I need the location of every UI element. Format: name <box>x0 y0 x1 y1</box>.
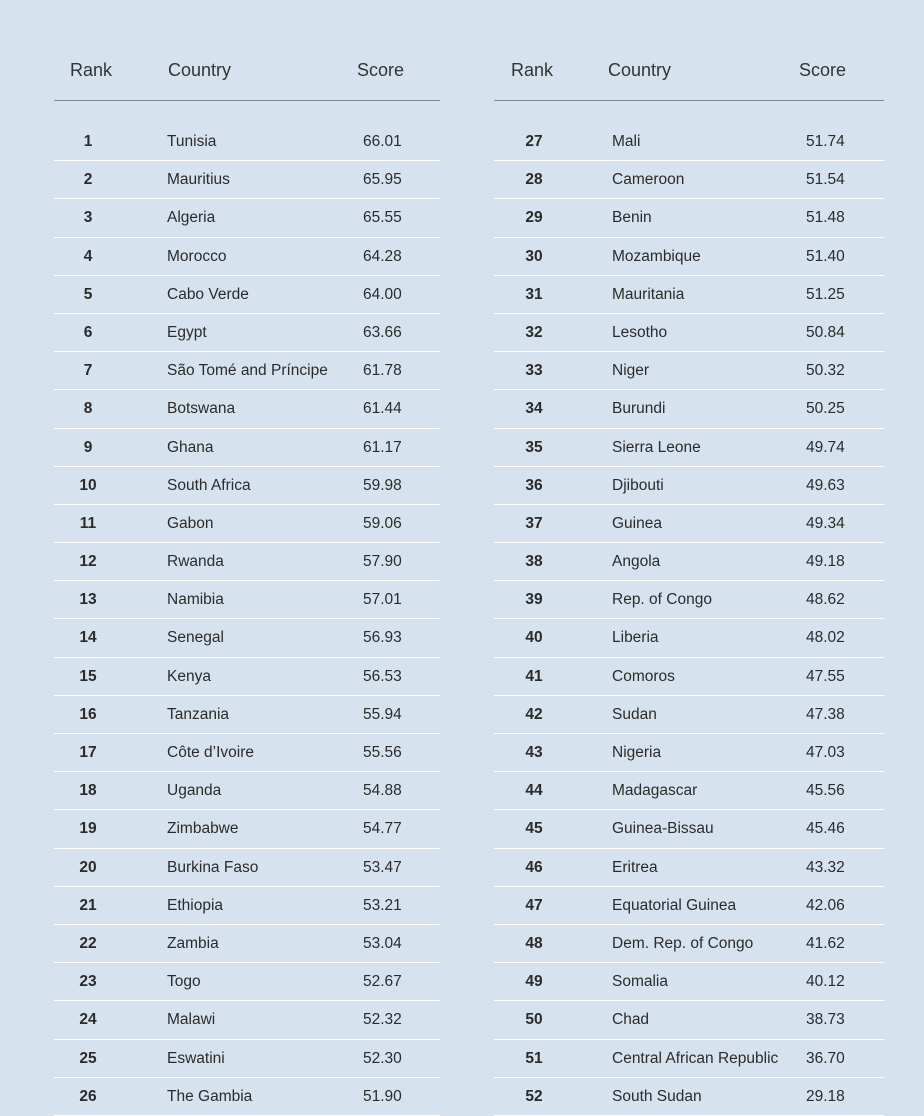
rank-cell: 49 <box>525 973 543 991</box>
score-cell: 51.48 <box>806 209 845 227</box>
rank-cell: 15 <box>79 667 97 685</box>
country-cell: Tanzania <box>167 705 230 723</box>
table-row <box>54 505 440 543</box>
rank-cell: 2 <box>83 171 93 189</box>
score-cell: 49.74 <box>806 438 845 456</box>
table-row <box>494 123 884 161</box>
score-cell: 52.67 <box>363 973 402 991</box>
table-row <box>54 238 440 276</box>
rank-cell: 29 <box>525 209 543 227</box>
rank-cell: 4 <box>83 247 93 265</box>
rank-cell: 42 <box>525 705 543 723</box>
country-cell: Uganda <box>167 782 222 800</box>
table-row <box>54 1001 440 1039</box>
score-cell: 53.21 <box>363 896 402 914</box>
country-cell: Chad <box>612 1011 650 1029</box>
table-row <box>494 238 884 276</box>
rank-cell: 16 <box>79 705 97 723</box>
score-cell: 48.62 <box>806 591 845 609</box>
score-cell: 54.88 <box>363 782 402 800</box>
rank-cell: 24 <box>79 1011 97 1029</box>
rank-cell: 3 <box>83 209 93 227</box>
country-cell: Comoros <box>612 667 675 685</box>
country-cell: Sierra Leone <box>612 438 701 456</box>
rank-cell: 1 <box>83 133 93 150</box>
score-cell: 57.90 <box>363 553 402 571</box>
score-cell: 45.46 <box>806 820 845 838</box>
table-row <box>54 352 440 390</box>
score-cell: 49.18 <box>806 553 845 571</box>
rank-cell: 17 <box>79 744 97 761</box>
header-rank: Rank <box>70 60 113 80</box>
score-cell: 53.04 <box>363 934 402 952</box>
rank-cell: 18 <box>79 782 97 800</box>
score-cell: 59.98 <box>363 476 402 494</box>
table-row <box>494 887 884 925</box>
score-cell: 29.18 <box>806 1087 845 1105</box>
score-cell: 36.70 <box>806 1049 845 1067</box>
score-cell: 61.17 <box>363 438 402 456</box>
rank-cell: 35 <box>525 438 543 456</box>
score-cell: 49.34 <box>806 514 845 532</box>
country-cell: Eswatini <box>167 1049 225 1067</box>
country-cell: South Sudan <box>612 1087 702 1105</box>
score-cell: 56.93 <box>363 629 402 647</box>
rank-cell: 8 <box>83 400 93 418</box>
score-cell: 47.55 <box>806 667 845 685</box>
table-row <box>494 314 884 352</box>
country-cell: Benin <box>612 209 652 227</box>
table-row <box>494 963 884 1001</box>
table-row <box>54 925 440 963</box>
country-cell: Ethiopia <box>167 896 224 914</box>
table-row <box>494 543 884 581</box>
table-row <box>54 963 440 1001</box>
score-cell: 49.63 <box>806 476 845 494</box>
country-cell: Cameroon <box>612 171 685 189</box>
rank-cell: 44 <box>525 782 543 800</box>
country-cell: Mauritius <box>167 171 230 189</box>
rank-cell: 11 <box>79 514 97 532</box>
table-row <box>494 161 884 199</box>
rank-cell: 37 <box>525 514 543 532</box>
table-row <box>494 1078 884 1116</box>
rank-cell: 39 <box>525 591 543 609</box>
country-cell: Guinea-Bissau <box>612 820 714 838</box>
country-cell: Equatorial Guinea <box>612 896 737 914</box>
country-cell: Algeria <box>167 209 216 227</box>
country-cell: Malawi <box>167 1011 216 1029</box>
country-cell: Côte d’Ivoire <box>167 744 255 761</box>
country-cell: Mauritania <box>612 285 685 303</box>
rank-cell: 21 <box>79 896 97 914</box>
rank-cell: 40 <box>525 629 543 647</box>
table-header-left <box>54 60 440 84</box>
table-row <box>494 734 884 772</box>
country-cell: Guinea <box>612 514 662 532</box>
country-cell: Dem. Rep. of Congo <box>612 934 754 952</box>
table-row <box>54 199 440 237</box>
rank-cell: 26 <box>79 1087 97 1105</box>
table-row <box>494 1001 884 1039</box>
header-country: Country <box>608 60 672 80</box>
country-cell: Togo <box>167 973 201 991</box>
table-row <box>54 161 440 199</box>
country-cell: Nigeria <box>612 744 662 761</box>
rank-cell: 12 <box>79 553 97 571</box>
score-cell: 41.62 <box>806 934 845 952</box>
rank-cell: 41 <box>525 667 543 685</box>
country-cell: Madagascar <box>612 782 698 800</box>
header-country: Country <box>168 60 232 80</box>
table-header-right <box>494 60 884 84</box>
table-row <box>54 467 440 505</box>
table-row <box>494 429 884 467</box>
table-row <box>54 849 440 887</box>
country-cell: Zambia <box>167 934 219 952</box>
table-row <box>54 887 440 925</box>
score-cell: 57.01 <box>363 591 402 609</box>
score-cell: 64.28 <box>363 247 402 265</box>
score-cell: 50.32 <box>806 362 845 380</box>
table-row <box>494 772 884 810</box>
table-row <box>54 429 440 467</box>
rank-cell: 9 <box>83 438 93 456</box>
country-cell: Morocco <box>167 247 227 265</box>
country-cell: Zimbabwe <box>167 820 239 838</box>
country-cell: Djibouti <box>612 476 664 494</box>
score-cell: 54.77 <box>363 820 402 838</box>
score-cell: 51.54 <box>806 171 845 189</box>
score-cell: 66.01 <box>363 133 402 150</box>
country-cell: Senegal <box>167 629 224 647</box>
score-cell: 63.66 <box>363 323 402 341</box>
score-cell: 48.02 <box>806 629 845 647</box>
score-cell: 47.38 <box>806 705 845 723</box>
rank-cell: 33 <box>525 362 543 380</box>
table-row <box>54 619 440 657</box>
country-cell: Botswana <box>167 400 236 418</box>
rank-cell: 46 <box>525 858 543 876</box>
rank-cell: 10 <box>79 476 97 494</box>
table-row <box>54 696 440 734</box>
rank-cell: 27 <box>525 133 543 150</box>
country-cell: Cabo Verde <box>167 285 249 303</box>
rank-cell: 48 <box>525 934 543 952</box>
header-rank: Rank <box>511 60 554 80</box>
country-cell: South Africa <box>167 476 251 494</box>
rank-cell: 45 <box>525 820 543 838</box>
score-cell: 52.32 <box>363 1011 402 1029</box>
table-row <box>494 696 884 734</box>
rank-cell: 32 <box>525 323 543 341</box>
table-row <box>494 849 884 887</box>
score-cell: 61.44 <box>363 400 402 418</box>
table-body-left <box>54 123 440 1116</box>
rank-cell: 28 <box>525 171 543 189</box>
rank-cell: 31 <box>525 285 543 303</box>
table-row <box>54 772 440 810</box>
country-cell: Rep. of Congo <box>612 591 712 609</box>
rank-cell: 20 <box>79 858 97 876</box>
rank-cell: 51 <box>525 1049 543 1067</box>
country-cell: Somalia <box>612 973 668 991</box>
score-cell: 55.56 <box>363 744 402 761</box>
score-cell: 59.06 <box>363 514 402 532</box>
rank-cell: 38 <box>525 553 543 571</box>
country-cell: Burundi <box>612 400 666 418</box>
table-row <box>54 543 440 581</box>
rank-cell: 7 <box>83 362 93 380</box>
score-cell: 52.30 <box>363 1049 402 1067</box>
country-cell: Central African Republic <box>612 1049 779 1067</box>
header-score: Score <box>799 60 847 80</box>
score-cell: 65.95 <box>363 171 402 189</box>
score-cell: 40.12 <box>806 973 845 991</box>
table-row <box>54 734 440 772</box>
country-cell: Eritrea <box>612 858 658 876</box>
score-cell: 61.78 <box>363 362 402 380</box>
score-cell: 53.47 <box>363 858 402 876</box>
table-row <box>494 276 884 314</box>
country-cell: Angola <box>612 553 661 571</box>
country-cell: Rwanda <box>167 553 224 571</box>
score-cell: 51.40 <box>806 247 845 265</box>
score-cell: 51.90 <box>363 1087 402 1105</box>
rank-cell: 52 <box>525 1087 543 1105</box>
country-cell: Kenya <box>167 667 211 685</box>
country-cell: Tunisia <box>167 133 217 150</box>
score-cell: 50.25 <box>806 400 845 418</box>
table-row <box>494 199 884 237</box>
table-row <box>494 1040 884 1078</box>
score-cell: 42.06 <box>806 896 845 914</box>
country-cell: Ghana <box>167 438 214 456</box>
table-row <box>54 810 440 848</box>
country-cell: Niger <box>612 362 650 380</box>
rank-cell: 36 <box>525 476 543 494</box>
rank-cell: 13 <box>79 591 97 609</box>
score-cell: 45.56 <box>806 782 845 800</box>
rank-cell: 6 <box>83 323 93 341</box>
table-row <box>494 810 884 848</box>
country-cell: Lesotho <box>612 323 668 341</box>
country-cell: The Gambia <box>167 1087 253 1105</box>
score-cell: 50.84 <box>806 323 845 341</box>
rank-cell: 50 <box>525 1011 543 1029</box>
score-cell: 65.55 <box>363 209 402 227</box>
country-cell: Gabon <box>167 514 214 532</box>
country-cell: Namibia <box>167 591 224 609</box>
rank-cell: 5 <box>83 285 93 303</box>
rank-cell: 14 <box>79 629 97 647</box>
table-row <box>494 925 884 963</box>
country-cell: Mozambique <box>612 247 701 265</box>
table-row <box>494 390 884 428</box>
country-cell: Liberia <box>612 629 659 647</box>
rank-cell: 23 <box>79 973 97 991</box>
country-cell: São Tomé and Príncipe <box>167 362 328 380</box>
rank-cell: 19 <box>79 820 97 838</box>
table-row <box>54 1078 440 1116</box>
score-cell: 38.73 <box>806 1011 845 1029</box>
rank-cell: 22 <box>79 934 97 952</box>
header-divider <box>494 100 884 101</box>
header-divider <box>54 100 440 101</box>
table-row <box>54 314 440 352</box>
rank-cell: 30 <box>525 247 543 265</box>
country-cell: Mali <box>612 133 641 150</box>
rank-cell: 43 <box>525 744 543 761</box>
table-row <box>494 467 884 505</box>
table-row <box>54 390 440 428</box>
score-cell: 51.25 <box>806 285 845 303</box>
rank-cell: 47 <box>525 896 543 914</box>
rank-cell: 34 <box>525 400 543 418</box>
score-cell: 43.32 <box>806 858 845 876</box>
table-row <box>494 581 884 619</box>
score-cell: 51.74 <box>806 133 845 150</box>
score-cell: 64.00 <box>363 285 402 303</box>
header-score: Score <box>357 60 405 80</box>
rank-cell: 25 <box>79 1049 97 1067</box>
table-row <box>54 658 440 696</box>
country-cell: Egypt <box>167 323 207 341</box>
table-row <box>494 352 884 390</box>
score-cell: 47.03 <box>806 744 845 761</box>
score-cell: 56.53 <box>363 667 402 685</box>
score-cell: 55.94 <box>363 705 402 723</box>
table-body-right <box>494 123 884 1116</box>
table-row <box>54 581 440 619</box>
table-row <box>54 123 440 161</box>
table-row <box>54 1040 440 1078</box>
country-cell: Sudan <box>612 705 657 723</box>
table-row <box>494 505 884 543</box>
table-row <box>494 658 884 696</box>
table-row <box>54 276 440 314</box>
country-cell: Burkina Faso <box>167 858 259 876</box>
table-row <box>494 619 884 657</box>
